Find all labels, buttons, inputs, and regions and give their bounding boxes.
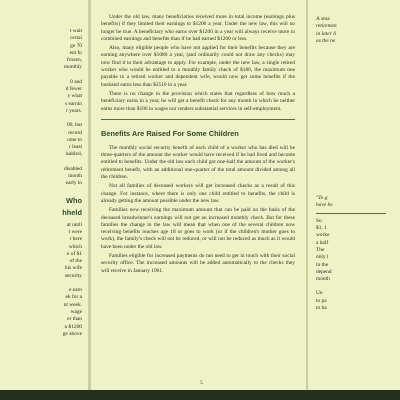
right-page-fragment [308, 0, 400, 400]
left-line: nt week. [63, 301, 82, 308]
paragraph: Under the old law, many beneficiaries received more in total income (earnings plus benefits) if they limited their earnings to $1200 a year. Under the new law, this will no longer be true. A beneficiary who earns over $1200 in a year will always receive more in combined earnings and benefits than if he had earned $1200 or less. [101, 14, 295, 42]
paragraph: Families eligible for increased payments do not need to get in touch with their social security office. The increased amounts will be added automatically to the checks they will receive in January 1961. [101, 253, 295, 274]
left-page-fragment [0, 0, 88, 400]
right-line: Un [316, 290, 323, 297]
left-line: 00, but [67, 122, 82, 129]
left-line: r least [68, 144, 82, 151]
left-line: ge above [62, 330, 82, 337]
left-line: month [68, 173, 82, 180]
left-line: certai [70, 35, 82, 42]
right-line: depend [316, 268, 332, 275]
paragraph: There is no change in the provision which states that regardless of how much a beneficiary earns in a year, he will get a benefit check for any month in which he neither earns more than $100 in wages nor renders substantial services in self-employment. [101, 90, 295, 112]
left-line: er than [67, 316, 82, 323]
right-fragment-bottom [316, 218, 400, 313]
left-heading-1: Who [65, 195, 82, 205]
left-line: e earn [68, 287, 82, 294]
left-heading-2: hheld [62, 207, 82, 217]
right-line: to ha [316, 305, 327, 312]
left-line: ome to [67, 136, 82, 143]
middle-page [91, 0, 306, 400]
left-line: wage [70, 308, 82, 315]
right-line: worke [316, 232, 330, 239]
right-note: have be [316, 202, 333, 209]
left-line: ent fo [69, 49, 82, 56]
right-line: in the [316, 261, 329, 268]
right-line: retiremen [316, 23, 337, 30]
left-line: monthly [64, 64, 82, 71]
paragraph: The monthly social security benefit of each child of a worker who has died will be three-quarters of the amount the worker would have received if he had lived and become entitled to benefits. Under the old law each child got one-half the amount of the worker's retirement benefit, with an additional one-quarter of the total amount divided among all the children. [101, 144, 295, 181]
paragraph: Not all families of deceased workers will get increased checks as a result of this change. For instance, where there is only one child entitled to benefits, the child is already getting the amount possible under the new law. [101, 183, 295, 204]
page-number: 5 [200, 380, 203, 386]
right-line: $1, 1 [316, 225, 327, 232]
left-line: which [68, 243, 82, 250]
right-line: a half [316, 239, 329, 246]
left-line: n $1200 [64, 323, 82, 330]
left-line: security [64, 272, 82, 279]
left-line: of the [69, 258, 82, 265]
left-line: t were [68, 228, 82, 235]
right-fragment-top [316, 16, 400, 45]
right-line: as the ne [316, 37, 336, 44]
left-line: ek for a [65, 294, 82, 301]
right-line: to pa [316, 297, 327, 304]
left-line: early in [65, 180, 82, 187]
left-line: r years. [66, 107, 82, 114]
right-line: A sma [316, 16, 330, 22]
section-heading: Benefits Are Raised For Some Children [101, 128, 239, 138]
left-line: e of $1 [67, 250, 82, 257]
left-line: disabled [64, 165, 82, 172]
right-line: Su [316, 217, 322, 224]
bottom-edge-shadow [0, 390, 400, 400]
right-line: only l [316, 254, 329, 261]
left-line: s earnin [65, 100, 82, 107]
left-fragment-lines-bottom [0, 222, 88, 338]
left-line: t wait [69, 28, 82, 34]
right-rule [316, 213, 386, 214]
right-line: month [316, 276, 330, 283]
left-line: d fewer [65, 86, 82, 93]
paragraph: Families now receiving the maximum amount that can be paid on the basis of the deceased breadwinner's earnings will not get an increased monthly check. But for these families the change in the law will mean that when one of the several children now receiving benefits reaches age 18 or goes to work (or if the children's mother goes to work), the family's check will not be reduced, or will not be reduced as much as it would have been under the old law. [101, 207, 295, 250]
left-line: at until [66, 221, 82, 228]
left-line: record [68, 129, 82, 136]
left-line: y what [67, 93, 82, 100]
left-line: his wife [64, 265, 82, 272]
left-line: ge 70 [70, 42, 82, 49]
left-line: 0 and [70, 78, 82, 85]
right-line: The [316, 246, 325, 253]
left-line: r here [69, 236, 82, 243]
right-line: in later li [316, 30, 337, 37]
left-fragment-lines-top [0, 28, 88, 188]
right-note: "To g [316, 195, 328, 202]
section-rule [101, 119, 295, 120]
left-line: isabled, [65, 151, 82, 158]
paragraph: Also, many eligible people who have not applied for their benefits because they are earning anywhere over $1080 a year, (and ordinarily could not draw any checks) may now find it to their advantage to apply. For example, under the new law, a single retired worker who would be entitled to a monthly family check of $180, the maximum one payable to a retired worker and dependent wife, would now get some benefits if the husband earns less than $3510 in a year. [101, 45, 295, 88]
left-line: frozen, [66, 57, 82, 64]
